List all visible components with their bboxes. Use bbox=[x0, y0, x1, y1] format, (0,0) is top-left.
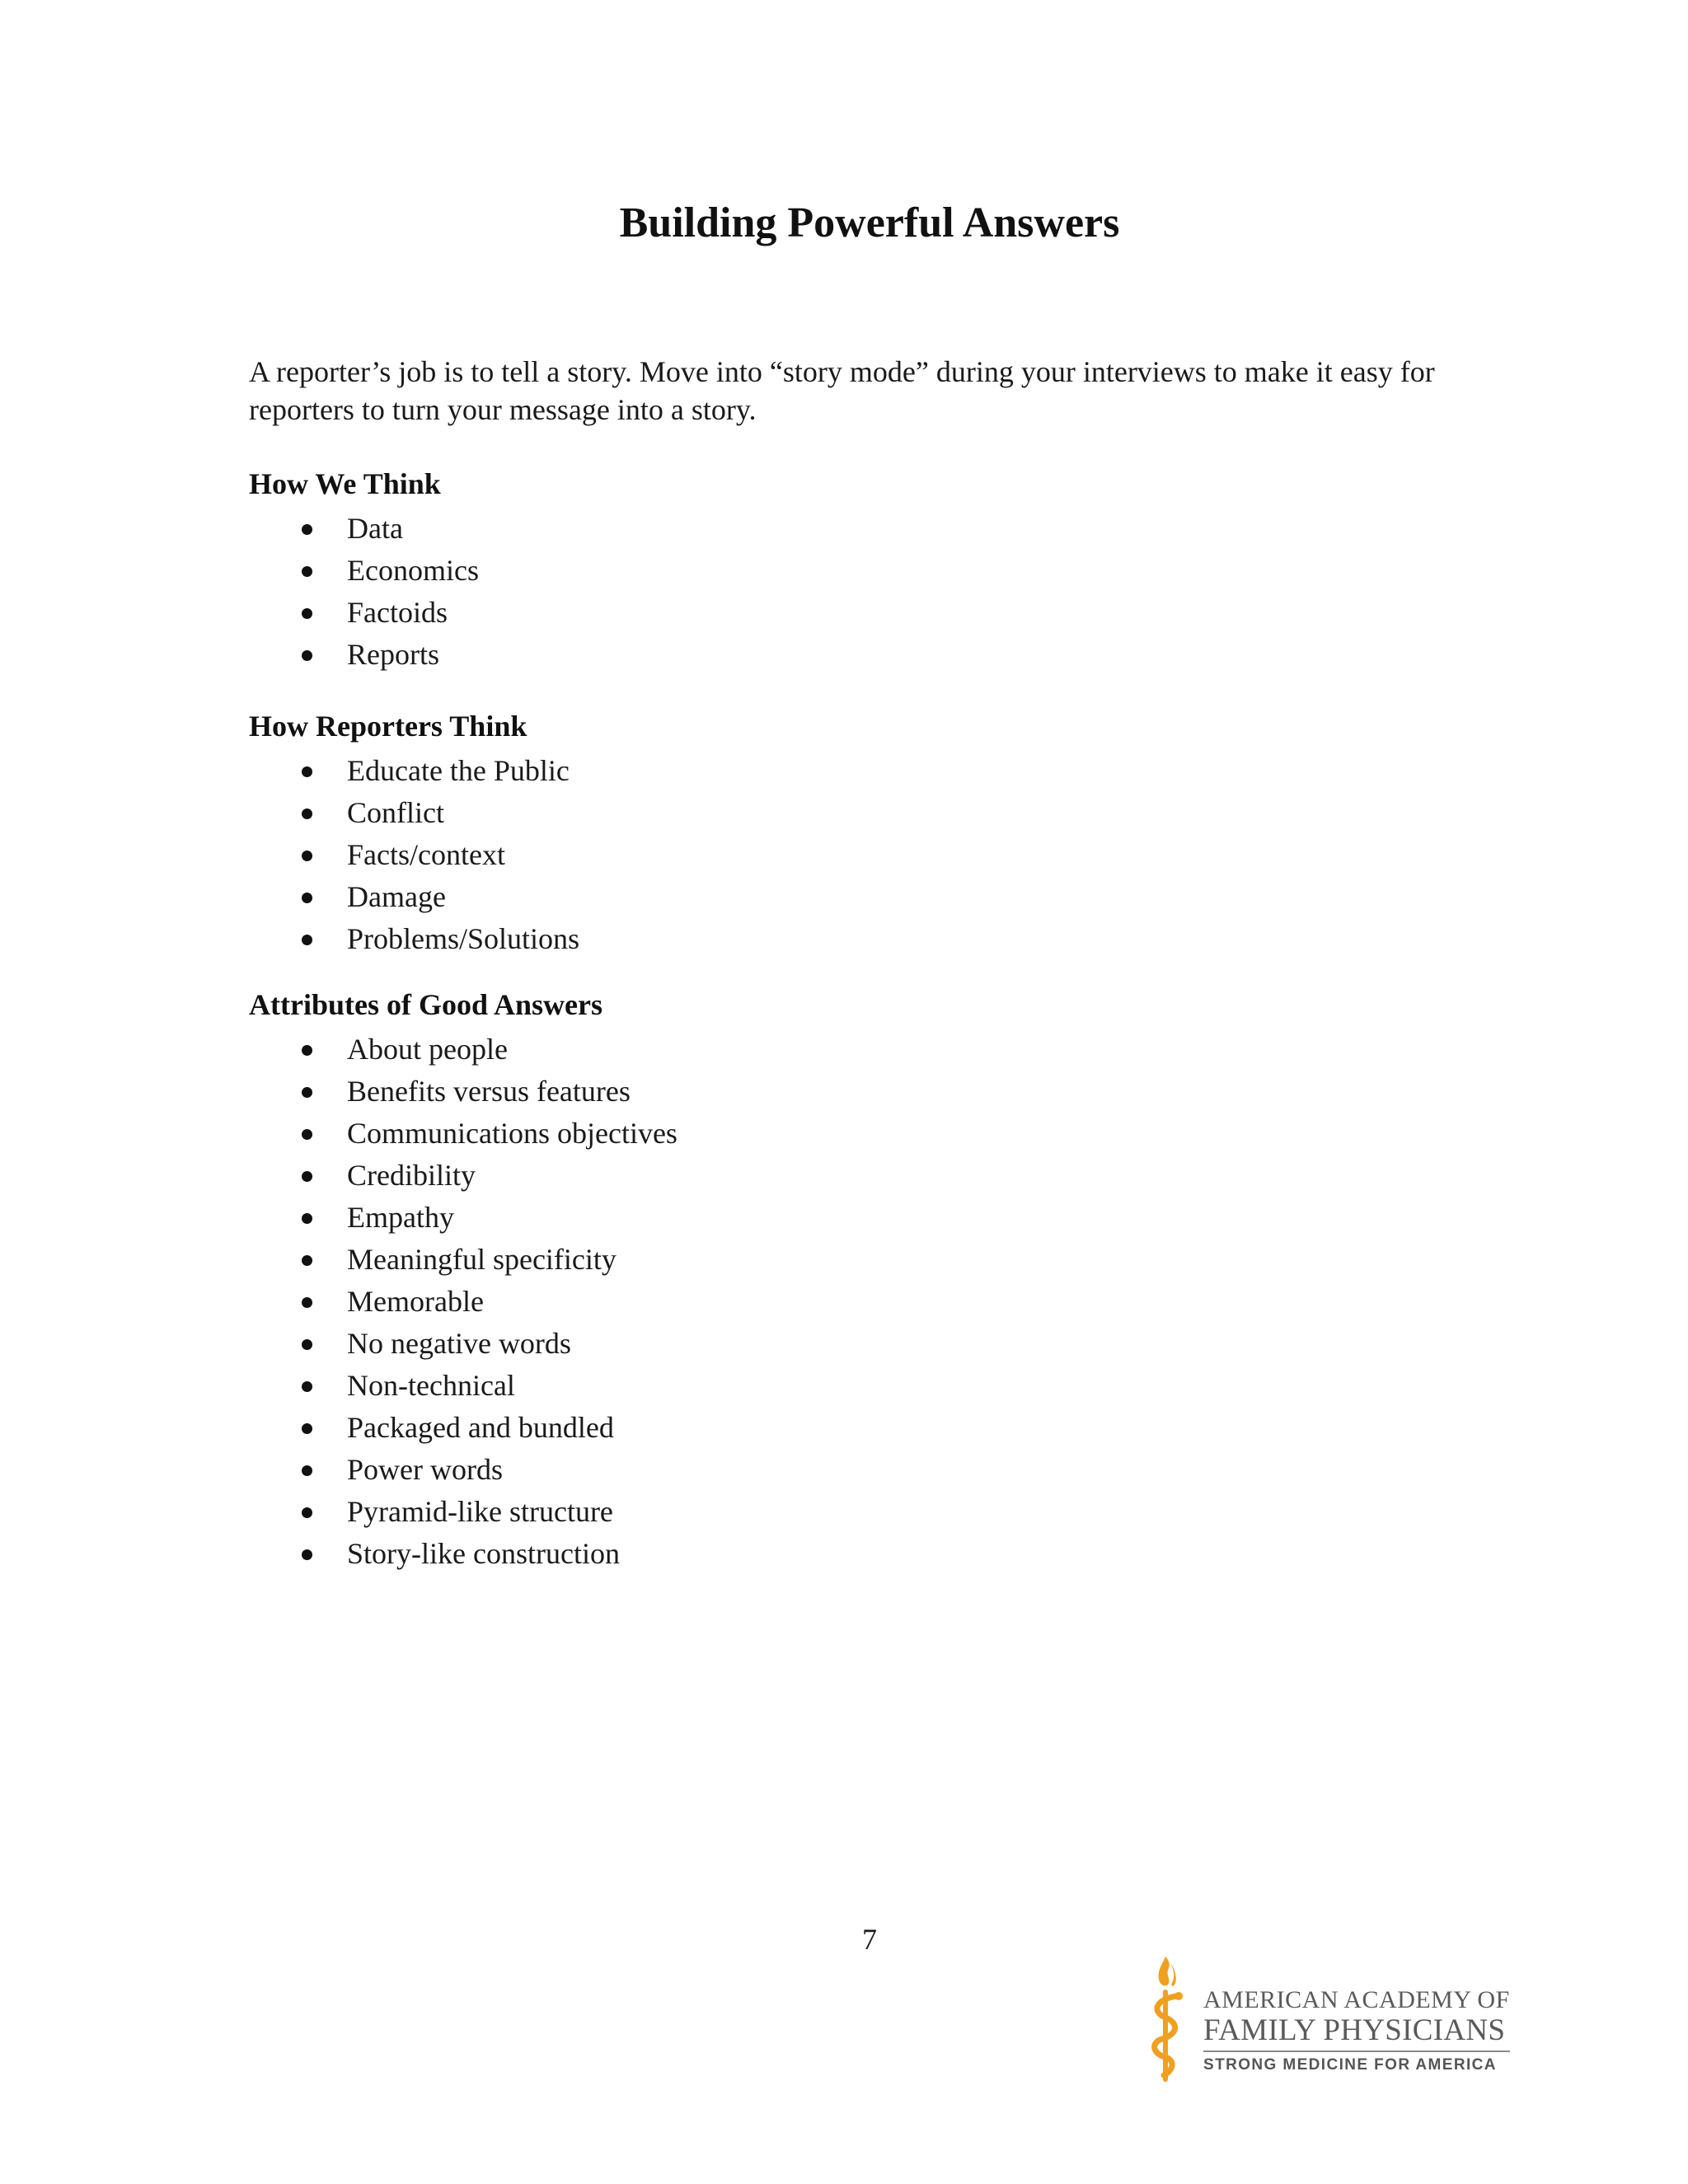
list-item-text: Pyramid-like structure bbox=[347, 1495, 613, 1528]
aafp-logo bbox=[1137, 1953, 1517, 2085]
section-how-we-think bbox=[249, 465, 1238, 676]
bullet-icon bbox=[302, 1339, 312, 1350]
list-item-text: No negative words bbox=[347, 1327, 571, 1360]
page-number: 7 bbox=[862, 1923, 877, 1956]
list-item-text: Economics bbox=[347, 554, 479, 587]
list-item bbox=[249, 1113, 1238, 1155]
list-item bbox=[249, 1449, 1238, 1491]
bullet-icon bbox=[302, 1171, 312, 1182]
bullet-icon bbox=[302, 608, 312, 619]
section-heading: How We Think bbox=[249, 467, 441, 500]
list-item-text: Problems/Solutions bbox=[347, 922, 580, 955]
list-item-text: Credibility bbox=[347, 1159, 476, 1192]
list-item-text: Data bbox=[347, 512, 403, 545]
list-item-text: Packaged and bundled bbox=[347, 1411, 614, 1444]
bullet-icon bbox=[302, 566, 312, 577]
list-item bbox=[249, 1155, 1238, 1197]
logo-divider bbox=[1203, 2050, 1510, 2052]
bullet-icon bbox=[302, 524, 312, 535]
bullet-icon bbox=[302, 1045, 312, 1056]
bullet-icon bbox=[302, 1297, 312, 1308]
bullet-icon bbox=[302, 650, 312, 661]
list-item bbox=[249, 634, 1238, 676]
list-item bbox=[249, 1239, 1238, 1281]
list-item bbox=[249, 918, 1238, 960]
bullet-icon bbox=[302, 1549, 312, 1560]
list-item bbox=[249, 550, 1238, 592]
bullet-icon bbox=[302, 1465, 312, 1476]
section-how-reporters-think bbox=[249, 707, 1238, 960]
list-item-text: Memorable bbox=[347, 1285, 484, 1318]
list-item-text: Conflict bbox=[347, 796, 444, 829]
list-item-text: Empathy bbox=[347, 1201, 454, 1234]
page-title: Building Powerful Answers bbox=[619, 199, 1120, 246]
list-item bbox=[249, 592, 1238, 634]
list-item bbox=[249, 750, 1238, 792]
list-item-text: Communications objectives bbox=[347, 1117, 678, 1150]
bullet-icon bbox=[302, 1129, 312, 1140]
list-item-text: Benefits versus features bbox=[347, 1075, 631, 1108]
bullet-icon bbox=[302, 1507, 312, 1518]
list-item-text: Reports bbox=[347, 638, 439, 671]
section-heading: How Reporters Think bbox=[249, 710, 528, 743]
bullet-list bbox=[249, 1029, 1238, 1575]
caduceus-flame-icon bbox=[1137, 1953, 1195, 2085]
list-item-text: Story-like construction bbox=[347, 1537, 620, 1570]
list-item-text: Damage bbox=[347, 880, 446, 913]
list-item-text: Factoids bbox=[347, 596, 448, 629]
list-item bbox=[249, 834, 1238, 876]
bullet-icon bbox=[302, 1087, 312, 1098]
logo-tagline: STRONG MEDICINE FOR AMERICA bbox=[1203, 2056, 1497, 2074]
list-item bbox=[249, 792, 1238, 834]
bullet-icon bbox=[302, 935, 312, 945]
bullet-icon bbox=[302, 1381, 312, 1392]
bullet-icon bbox=[302, 808, 312, 819]
list-item-text: Non-technical bbox=[347, 1369, 515, 1402]
list-item bbox=[249, 1071, 1238, 1113]
list-item bbox=[249, 1281, 1238, 1323]
list-item-text: Educate the Public bbox=[347, 754, 570, 787]
list-item-text: Meaningful specificity bbox=[347, 1243, 617, 1276]
list-item-text: Power words bbox=[347, 1453, 503, 1486]
list-item bbox=[249, 876, 1238, 918]
bullet-icon bbox=[302, 851, 312, 861]
list-item bbox=[249, 1365, 1238, 1407]
list-item bbox=[249, 1197, 1238, 1239]
intro-paragraph: A reporter’s job is to tell a story. Move into “story mode” during your interviews to make it easy for reporters to turn your message into a story. bbox=[249, 355, 1435, 426]
list-item bbox=[249, 1407, 1238, 1449]
list-item-text: About people bbox=[347, 1033, 508, 1066]
bullet-icon bbox=[302, 1213, 312, 1224]
bullet-icon bbox=[302, 1255, 312, 1266]
list-item bbox=[249, 1323, 1238, 1365]
bullet-icon bbox=[302, 893, 312, 903]
bullet-icon bbox=[302, 766, 312, 777]
list-item-text: Facts/context bbox=[347, 838, 505, 871]
bullet-list bbox=[249, 750, 1238, 960]
list-item bbox=[249, 508, 1238, 550]
section-attributes-of-good-answers bbox=[249, 986, 1238, 1575]
list-item bbox=[249, 1533, 1238, 1575]
logo-line-2: FAMILY PHYSICIANS bbox=[1203, 2013, 1506, 2047]
list-item bbox=[249, 1029, 1238, 1071]
bullet-icon bbox=[302, 1423, 312, 1434]
section-heading: Attributes of Good Answers bbox=[249, 988, 603, 1021]
bullet-list bbox=[249, 508, 1238, 676]
list-item bbox=[249, 1491, 1238, 1533]
logo-line-1: AMERICAN ACADEMY OF bbox=[1203, 1986, 1510, 2013]
